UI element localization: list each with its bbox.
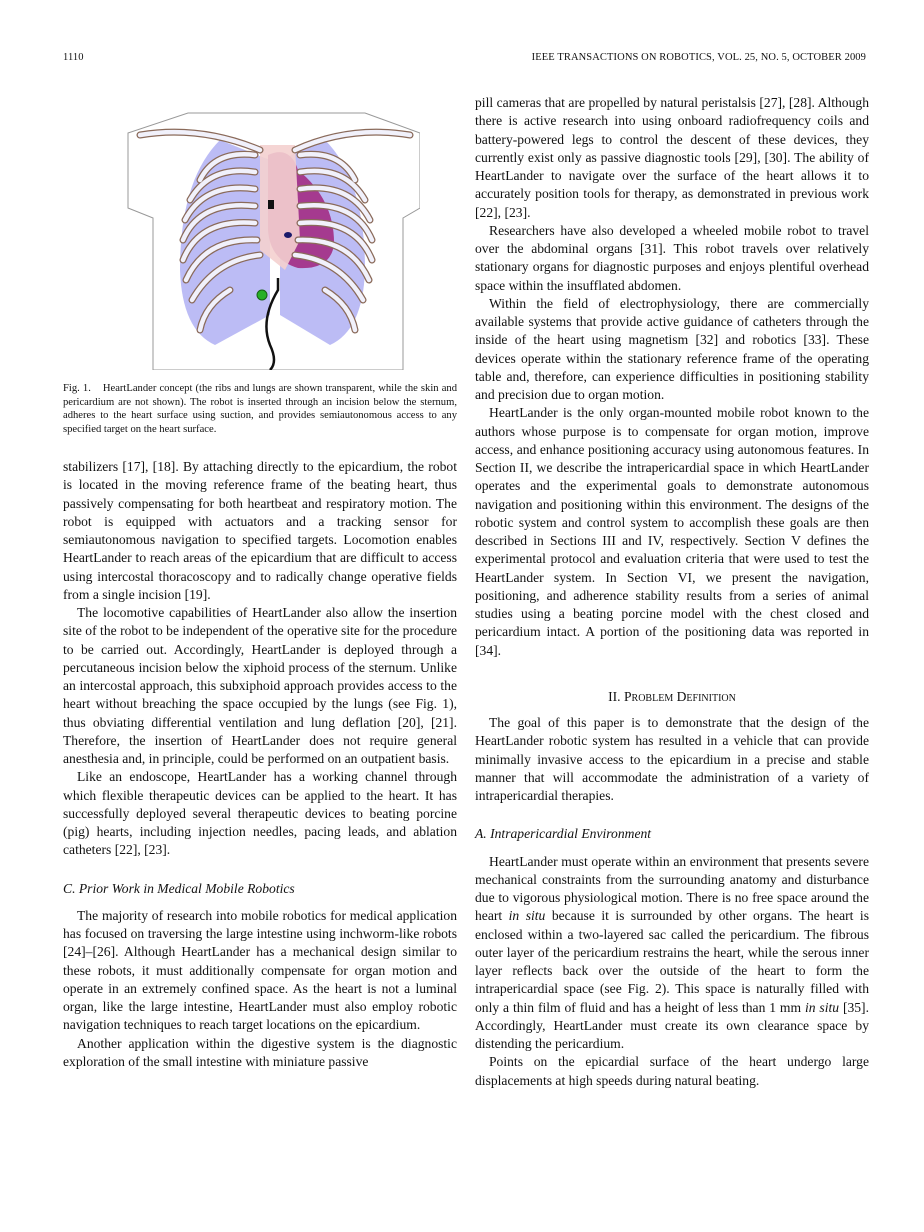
page-number: 1110 xyxy=(63,52,84,63)
section-heading-ii: II. Problem Definition xyxy=(608,688,736,704)
figure-caption-text: HeartLander concept (the ribs and lungs are shown transparent, while the skin and pericardium are not shown). The robot is inserted through an incision below the sternum, adheres to the heart surface using suction, and provides semiautonomous access to any specified target on the heart surface. xyxy=(63,383,457,435)
emphasis: in situ xyxy=(804,999,840,1015)
paragraph: stabilizers [17], [18]. By attaching directly to the epicardium, the robot is located in the moving reference frame of the beating heart, thus passively compensating for both heartbeat and respiratory motion. The robot is equipped with actuators and a tracking sensor for semiautonomous navigation to specified targets. Locomotion enables HeartLander to reach areas of the epicardium that are difficult to access using intercostal thoracoscopy and to radically change operative fields from a single incision [19]. xyxy=(63,459,457,602)
figure-heartlander-illustration xyxy=(120,100,420,370)
text: because it is surrounded by other organs. The heart is enclosed within a two-layered sac called the pericardium. The fibrous outer layer of the pericardium restrains the heart, while the serous inner layer reflects back over the outside of the heart to form the intrapericardial space (see Fig. 2). This space is naturally filled with only a thin film of fluid and has a height of less than 1 mm xyxy=(475,908,869,1015)
right-column xyxy=(475,94,869,1090)
paragraph: Like an endoscope, HeartLander has a working channel through which flexible therapeutic devices can be applied to the heart. It has successfully deployed several therapeutic devices to beating porcine (pig) hearts, including injection needles, pacing leads, and ablation catheters [22], [23]. xyxy=(63,769,457,858)
figure-caption xyxy=(63,382,457,436)
paragraph: Within the field of electrophysiology, there are commercially available systems that provide active guidance of catheters through the inside of the heart using magnetism [32] and robotics [33]. These devices operate within the stationary reference frame of the operating table and, therefore, can experience difficulties in positioning stability and precision due to organ motion. xyxy=(475,295,869,402)
text: HeartLander must operate within an environment that presents severe mechanical constraints from the surrounding anatomy and disturbance due to vigorous physiological motion. There is no free space around the heart xyxy=(475,853,869,924)
paragraph: Points on the epicardial surface of the heart undergo large displacements at high speeds during natural beating. xyxy=(475,1054,869,1088)
paragraph: The locomotive capabilities of HeartLander also allow the insertion site of the robot to be independent of the operative site for the procedure to be carried out. Accordingly, HeartLander is deployed through a percutaneous incision below the xiphoid process of the sternum. Unlike an intercostal approach, this subxiphoid approach provides access to the heart without breaching the space occupied by the lungs (see Fig. 1), thus obviating differential ventilation and lung deflation [20], [21]. Therefore, the insertion of HeartLander does not require general anesthesia and, in principle, could be performed on an outpatient basis. xyxy=(63,605,457,766)
running-header: IEEE TRANSACTIONS ON ROBOTICS, VOL. 25, NO. 5, OCTOBER 2009 xyxy=(531,52,866,63)
paragraph: pill cameras that are propelled by natural peristalsis [27], [28]. Although there is active research into using onboard radiofrequency coils and battery-powered legs to control the descent of these devices, they currently exist only as passive diagnostic tools [29], [30]. The ability of HeartLander to navigate over the surface of the heart allows it to accurately position tools for therapy, as demonstrated in previous work [22], [23]. xyxy=(475,95,869,220)
paragraph xyxy=(475,853,869,1054)
paragraph: HeartLander is the only organ-mounted mobile robot known to the authors whose purpose is to compensate for organ motion, improve access, and enhance positioning accuracy using autonomous features. In Section II, we describe the intrapericardial space in which HeartLander operates and the experimental goals to demonstrate autonomous navigation and positioning within this environment. The designs of the robotic system and control system to accomplish these goals are then described in Sections III and IV, respectively. Section V defines the experimental protocol and evaluation criteria that were used to test the HeartLander system. In Section VI, we present the navigation, positioning, and adherence stability results from a series of animal studies using a beating porcine model with the chest closed and pericardium intact. A portion of the positioning data was reported in [34]. xyxy=(475,405,869,658)
emphasis: in situ xyxy=(508,908,546,924)
left-column xyxy=(63,458,457,1071)
paragraph: The goal of this paper is to demonstrate that the design of the HeartLander robotic system has resulted in a vehicle that can provide minimally invasive access to the epicardium in a precise and stable manner that will accommodate the administration of a variety of intrapericardial therapies. xyxy=(475,715,869,803)
paragraph: The majority of research into mobile robotics for medical application has focused on traversing the large intestine using inchworm-like robots [24]–[26]. Although HeartLander has a mechanical design similar to these robots, it must additionally compensate for organ motion and operate in an extremely confined space. As the heart is not a luminal organ, like the large intestine, HeartLander must also employ robotic navigation techniques to reach target locations on the epicardium. xyxy=(63,907,457,1033)
section-heading-c: C. Prior Work in Medical Mobile Robotics xyxy=(63,880,295,896)
figure-label: Fig. 1. xyxy=(63,383,91,394)
paragraph: Researchers have also developed a wheeled mobile robot to travel over the abdominal organs [31]. This robot travels over relatively stationary organs for diagnostic purposes and enjoys plentiful overhead space within the insufflated abdomen. xyxy=(475,222,869,293)
text: [35]. Accordingly, HeartLander must create its own clearance space by distending the pericardium. xyxy=(475,999,869,1051)
paragraph: Another application within the digestive system is the diagnostic exploration of the small intestine with miniature passive xyxy=(63,1035,457,1069)
section-heading-a: A. Intrapericardial Environment xyxy=(475,826,652,842)
